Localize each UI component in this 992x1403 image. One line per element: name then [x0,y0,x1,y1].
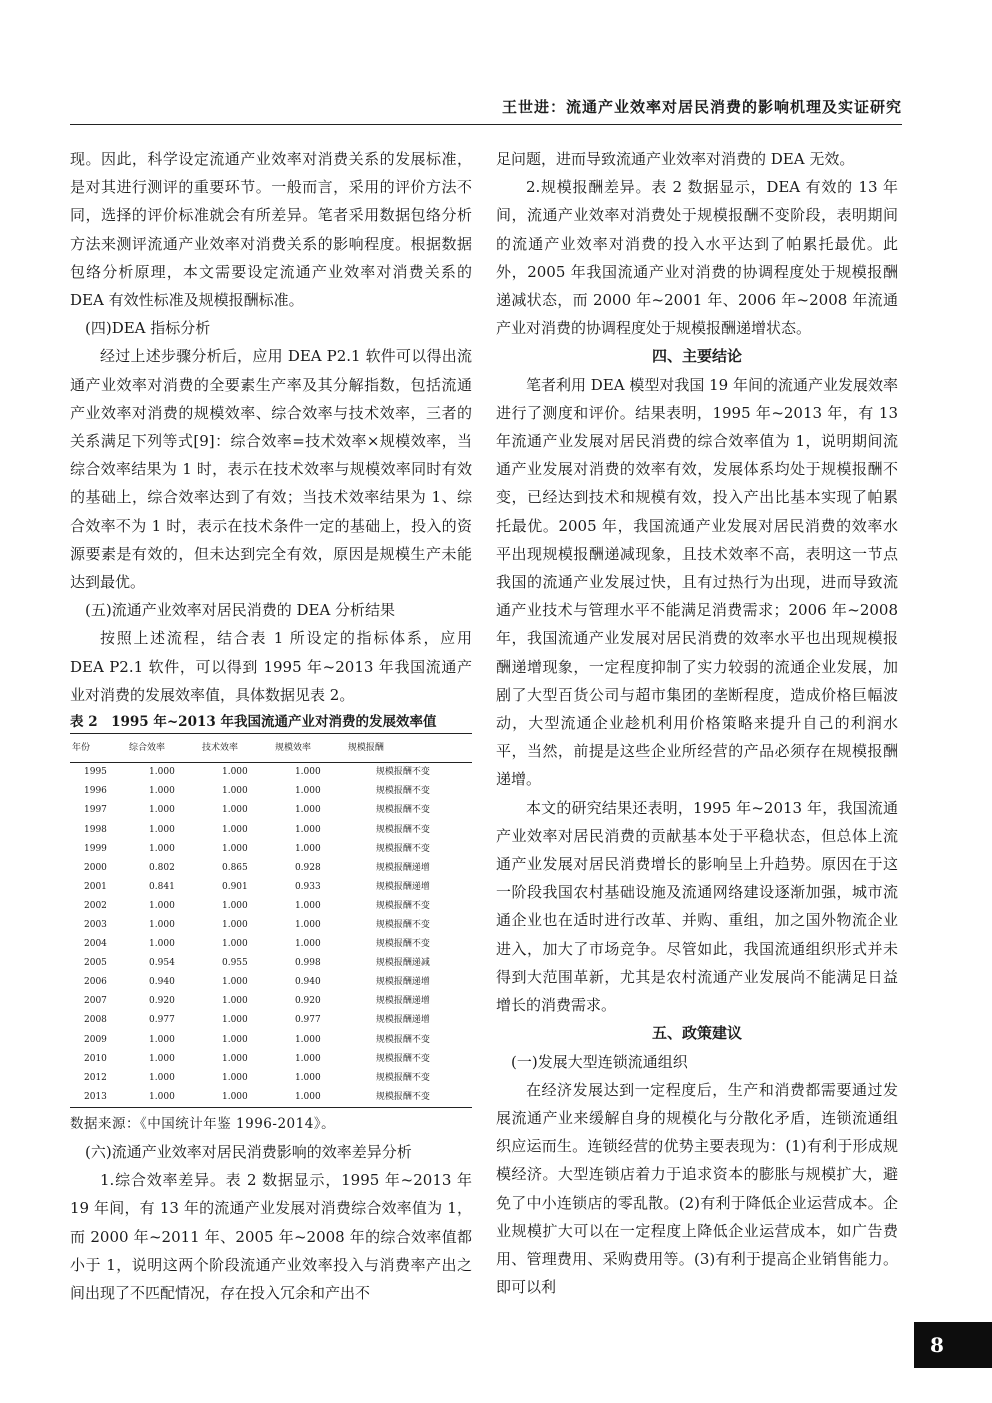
table-caption: 表 2 1995 年~2013 年我国流通产业对消费的发展效率值 [70,714,437,731]
section-heading-policy: 五、政策建议 [651,1024,742,1043]
left-paragraph-2: 经过上述步骤分析后，应用 DEA P2.1 软件可以得出流通产业效率对消费的全要素生产率及其分解指数，包括流通产业效率对消费的规模效率、综合效率与技术效率，三者的关系满足下列等式[9]：综合效率=技术效率×规模效率，当综合效率结果为 1 时，表示在技术效率与规模效率同时有效的基础上，综合效率达到了有效；当技术效率结果为 1、综合效率不为 1 时，表示在技术条件一定的基础上，投入的资源要素是有效的，但未达到完全有效，原因是规模生产未能达到最优。 [70,347,472,592]
subsection-heading-chain: (一)发展大型连锁流通组织 [511,1052,688,1071]
cell-technical: 1.000 [221,767,248,778]
left-paragraph-1: 现。因此，科学设定流通产业效率对消费关系的发展标准，是对其进行测评的重要环节。一般而言，采用的评价方法不同，选择的评价标准就会有所差异。笔者采用数据包络分析方法来测评流通产业效率对消费关系的影响程度。根据数据包络分析原理，本文需要设定流通产业效率对消费关系的 DEA 有效性标准及规模报酬标准。 [70,150,472,310]
cell-returns: 规模报酬不变 [375,843,430,854]
cell-year: 2002 [84,900,107,911]
data-source-note: 数据来源：《中国统计年鉴 1996-2014》。 [70,1115,336,1132]
cell-scale: 1.000 [294,843,321,854]
table-row [70,782,472,801]
cell-returns: 规模报酬不变 [375,805,430,816]
cell-year: 2006 [84,977,107,988]
cell-overall: 0.977 [149,1015,175,1026]
cell-scale: 0.977 [294,1015,321,1026]
table-row [70,973,472,992]
cell-technical: 1.000 [221,977,248,988]
left-paragraph-4: 1.综合效率差异。表 2 数据显示，1995 年~2013 年 19 年间，有 13 年的流通产业发展对消费综合效率值为 1，而 2000 年~2011 年、2005 年~2008 年的综合效率值都小于 1，说明这两个阶段流通产业效率投入与消费率产出之间出现了不匹配情况，存在投入冗余和产出不 [70,1171,472,1302]
table-header-row [70,734,472,763]
cell-year: 2004 [84,939,107,950]
cell-technical: 1.000 [221,805,248,816]
table-row [70,935,472,954]
table-row [70,1031,472,1050]
cell-year: 1998 [84,824,107,835]
cell-technical: 1.000 [200,1088,273,1108]
cell-year: 1999 [84,843,107,854]
table-row [70,1011,472,1030]
cell-scale: 1.000 [273,1088,346,1108]
cell-scale: 1.000 [294,900,321,911]
cell-overall: 1.000 [149,920,175,931]
efficiency-table [70,733,472,1108]
cell-technical: 1.000 [221,939,248,950]
cell-scale: 0.933 [294,881,321,892]
cell-overall: 1.000 [149,1034,175,1045]
table-row [70,992,472,1011]
header-returns-to-scale: 规模报酬 [346,734,472,763]
cell-returns: 规模报酬不变 [375,824,430,835]
cell-technical: 1.000 [221,1072,248,1083]
running-header: 王世进：流通产业效率对居民消费的影响机理及实证研究 [501,98,902,116]
cell-returns: 规模报酬递增 [375,1015,430,1026]
cell-scale: 1.000 [294,767,321,778]
table-row [70,763,472,783]
cell-year: 1995 [84,767,107,778]
cell-returns: 规模报酬不变 [375,1072,430,1083]
cell-year: 2000 [84,862,107,873]
cell-overall: 0.802 [149,862,175,873]
cell-year: 2007 [84,996,107,1007]
cell-technical: 0.955 [221,958,248,969]
cell-overall: 1.000 [149,824,175,835]
cell-overall: 1.000 [149,1072,175,1083]
cell-scale: 0.920 [294,996,321,1007]
right-paragraph-1: 足问题，进而导致流通产业效率对消费的 DEA 无效。 [496,150,855,168]
section-heading-6: (六)流通产业效率对居民消费影响的效率差异分析 [85,1142,412,1161]
cell-scale: 0.928 [294,862,321,873]
cell-overall: 1.000 [127,1088,200,1108]
cell-year: 2010 [84,1053,107,1064]
cell-year: 1997 [84,805,107,816]
cell-technical: 1.000 [221,786,248,797]
table-row [70,916,472,935]
cell-technical: 1.000 [221,1015,248,1026]
header-technical-efficiency: 技术效率 [200,734,273,763]
cell-returns: 规模报酬不变 [375,786,430,797]
table-row [70,840,472,859]
cell-overall: 0.940 [149,977,175,988]
cell-year: 2003 [84,920,107,931]
cell-year: 2001 [84,881,107,892]
table-body [70,763,472,1108]
cell-technical: 1.000 [221,843,248,854]
cell-technical: 0.865 [221,862,248,873]
cell-overall: 0.920 [149,996,175,1007]
table-row [70,859,472,878]
cell-returns: 规模报酬递减 [375,958,430,969]
cell-overall: 0.954 [149,958,175,969]
cell-overall: 1.000 [149,805,175,816]
table-row [70,1088,472,1108]
cell-year: 2008 [84,1015,107,1026]
cell-technical: 1.000 [221,1034,248,1045]
table-row [70,1069,472,1088]
header-year: 年份 [70,734,127,763]
cell-returns: 规模报酬不变 [346,1088,472,1108]
cell-technical: 1.000 [221,900,248,911]
cell-scale: 1.000 [294,805,321,816]
cell-returns: 规模报酬递增 [375,862,430,873]
section-heading-conclusions: 四、主要结论 [651,347,742,366]
right-paragraph-5: 在经济发展达到一定程度后，生产和消费都需要通过发展流通产业来缓解自身的规模化与分散化矛盾，连锁流通组织应运而生。连锁经营的优势主要表现为：(1)有利于形成规模经济。大型连锁店着力于追求资本的膨胀与规模扩大，避免了中小连锁店的零乱散。(2)有利于降低企业运营成本。企业规模扩大可以在一定程度上降低企业运营成本，如广告费用、管理费用、采购费用等。(3)有利于提高企业销售能力。即可以利 [496,1080,898,1297]
page-number-tab: 8 [914,1322,992,1368]
cell-returns: 规模报酬不变 [375,900,430,911]
section-heading-4: (四)DEA 指标分析 [85,319,211,338]
cell-overall: 1.000 [149,900,175,911]
right-paragraph-3: 笔者利用 DEA 模型对我国 19 年间的流通产业发展效率进行了测度和评价。结果表明，1995 年~2013 年，有 13 年流通产业发展对居民消费的综合效率值为 1，说明期间流通产业发展对消费的效率有效，发展体系均处于规模报酬不变，已经达到技术和规模有效，投入产出比基本实现了帕累托最优。2005 年，我国流通产业发展对居民消费的效率水平出现规模报酬递减现象，且技术效率不高，表明这一节点我国的流通产业发展过快，且有过热行为出现，进而导致流通产业技术与管理水平不能满足消费需求；2006 年~2008 年，我国流通产业发展对居民消费的效率水平也出现规模报酬递增现象，一定程度抑制了实力较弱的流通企业发展，加剧了大型百货公司与超市集团的垄断程度，造成价格巨幅波动，大型流通企业趁机利用价格策略来提升自己的利润水平，当然，前提是这些企业所经营的产品必须存在规模报酬递增。 [496,375,898,789]
cell-year: 1996 [84,786,107,797]
cell-returns: 规模报酬递增 [375,996,430,1007]
cell-returns: 规模报酬不变 [375,939,430,950]
cell-year: 2009 [84,1034,107,1045]
cell-scale: 1.000 [294,939,321,950]
cell-overall: 1.000 [149,843,175,854]
table-row [70,1050,472,1069]
cell-returns: 规模报酬递增 [375,881,430,892]
cell-scale: 1.000 [294,1072,321,1083]
cell-overall: 1.000 [149,939,175,950]
cell-technical: 1.000 [221,824,248,835]
cell-year: 2013 [70,1088,127,1108]
header-overall-efficiency: 综合效率 [127,734,200,763]
cell-returns: 规模报酬不变 [375,767,430,778]
cell-year: 2005 [84,958,107,969]
table-row [70,821,472,840]
table-row [70,801,472,820]
section-heading-5: (五)流通产业效率对居民消费的 DEA 分析结果 [85,601,396,620]
cell-scale: 1.000 [294,920,321,931]
left-column [70,145,472,1307]
header-rule [70,124,902,125]
cell-scale: 1.000 [294,786,321,797]
cell-year: 2012 [84,1072,107,1083]
left-paragraph-3: 按照上述流程，结合表 1 所设定的指标体系，应用 DEA P2.1 软件，可以得到 1995 年~2013 年我国流通产业对消费的发展效率值，具体数据见表 2。 [70,629,472,704]
cell-scale: 1.000 [294,1053,321,1064]
right-paragraph-2: 2.规模报酬差异。表 2 数据显示，DEA 有效的 13 年间，流通产业效率对消费处于规模报酬不变阶段，表明期间的流通产业效率对消费的投入水平达到了帕累托最优。此外，2005 年我国流通产业对消费的协调程度处于规模报酬递减状态，而 2000 年~2001 年、2006 年~2008 年流通产业对消费的协调程度处于规模报酬递增状态。 [496,178,898,338]
cell-technical: 0.901 [221,881,248,892]
cell-overall: 1.000 [149,1053,175,1064]
cell-returns: 规模报酬不变 [375,1034,430,1045]
cell-returns: 规模报酬不变 [375,1053,430,1064]
cell-scale: 1.000 [294,1034,321,1045]
cell-scale: 1.000 [294,824,321,835]
cell-technical: 1.000 [221,996,248,1007]
cell-overall: 1.000 [149,786,175,797]
cell-returns: 规模报酬不变 [375,920,430,931]
table-row [70,897,472,916]
table-row [70,878,472,897]
cell-technical: 1.000 [221,920,248,931]
cell-scale: 0.940 [294,977,321,988]
header-scale-efficiency: 规模效率 [273,734,346,763]
cell-scale: 0.998 [294,958,321,969]
cell-overall: 1.000 [149,767,175,778]
right-paragraph-4: 本文的研究结果还表明，1995 年~2013 年，我国流通产业效率对居民消费的贡献基本处于平稳状态，但总体上流通产业发展对居民消费增长的影响呈上升趋势。原因在于这一阶段我国农村基础设施及流通网络建设逐渐加强，城市流通企业也在适时进行改革、并购、重组，加之国外物流企业进入，加大了市场竞争。尽管如此，我国流通组织形式并未得到大范围革新，尤其是农村流通产业发展尚不能满足日益增长的消费需求。 [496,798,898,1015]
table-row [70,954,472,973]
cell-technical: 1.000 [221,1053,248,1064]
cell-returns: 规模报酬递增 [375,977,430,988]
cell-overall: 0.841 [149,881,175,892]
right-column [496,145,898,1301]
